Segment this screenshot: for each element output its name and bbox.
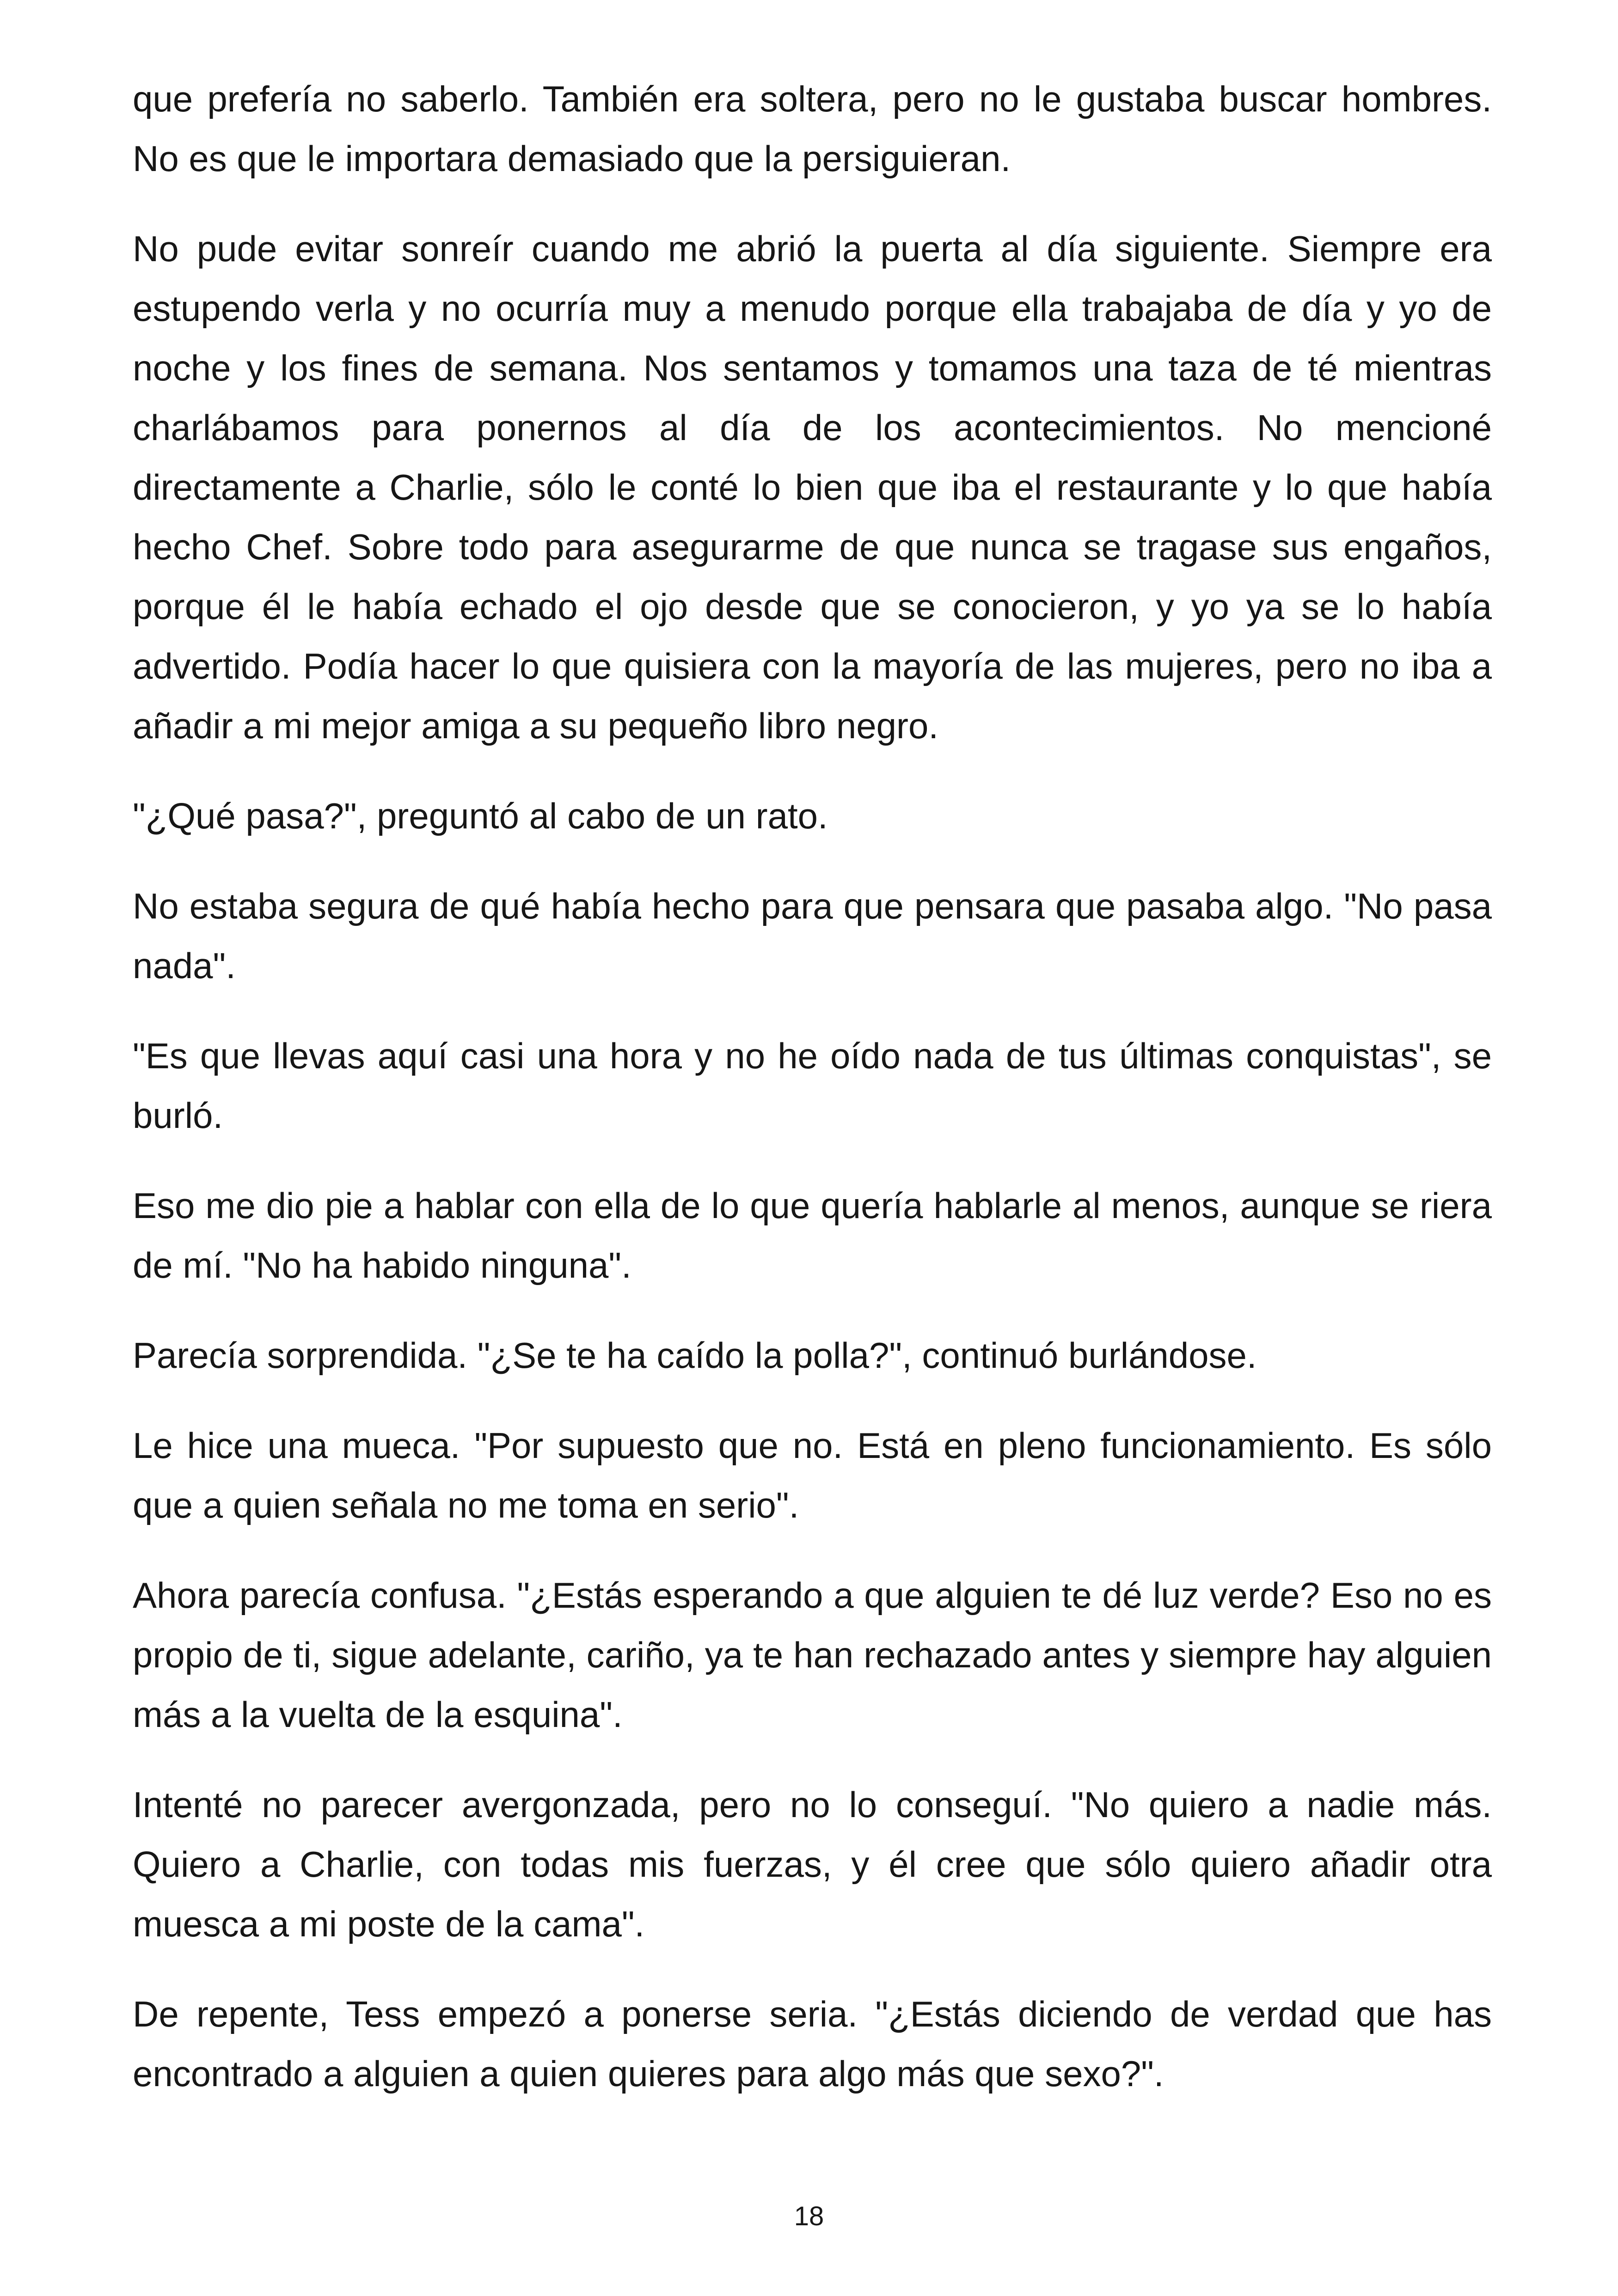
paragraph: De repente, Tess empezó a ponerse seria. "¿Estás diciendo de verdad que has encontrado a alguien a quien quieres para algo más que sexo?".: [133, 1994, 1492, 2094]
paragraph: Parecía sorprendida. "¿Se te ha caído la polla?", continuó burlándose.: [133, 1335, 1257, 1376]
paragraph: "¿Qué pasa?", preguntó al cabo de un rato.: [133, 796, 828, 836]
paragraph: Ahora parecía confusa. "¿Estás esperando a que alguien te dé luz verde? Eso no es propio de ti, sigue adelante, cariño, ya te han rechazado antes y siempre hay alguien más a la vuelta de la esquina".: [133, 1575, 1492, 1735]
paragraph: No pude evitar sonreír cuando me abrió la puerta al día siguiente. Siempre era estupendo verla y no ocurría muy a menudo porque ella trabajaba de día y yo de noche y los fines de semana. Nos sentamos y tomamos una taza de té mientras charlábamos para ponernos al día de los acontecimientos. No mencioné directamente a Charlie, sólo le conté lo bien que iba el restaurante y lo que había hecho Chef. Sobre todo para asegurarme de que nunca se tragase sus engaños, porque él le había echado el ojo desde que se conocieron, y yo ya se lo había advertido. Podía hacer lo que quisiera con la mayoría de las mujeres, pero no iba a añadir a mi mejor amiga a su pequeño libro negro.: [133, 228, 1492, 746]
body-text: [133, 69, 1492, 2134]
paragraph: No estaba segura de qué había hecho para que pensara que pasaba algo. "No pasa nada".: [133, 886, 1492, 986]
paragraph: Eso me dio pie a hablar con ella de lo que quería hablarle al menos, aunque se riera de mí. "No ha habido ninguna".: [133, 1185, 1492, 1286]
paragraph: "Es que llevas aquí casi una hora y no he oído nada de tus últimas conquistas", se burló.: [133, 1035, 1492, 1136]
page-number: 18: [794, 2201, 824, 2231]
paragraph: Intenté no parecer avergonzada, pero no lo conseguí. "No quiero a nadie más. Quiero a Charlie, con todas mis fuerzas, y él cree que sólo quiero añadir otra muesca a mi poste de la cama".: [133, 1784, 1492, 1944]
paragraph: que prefería no saberlo. También era soltera, pero no le gustaba buscar hombres. No es que le importara demasiado que la persiguieran.: [133, 79, 1492, 179]
paragraph: Le hice una mueca. "Por supuesto que no. Está en pleno funcionamiento. Es sólo que a quien señala no me toma en serio".: [133, 1425, 1492, 1525]
